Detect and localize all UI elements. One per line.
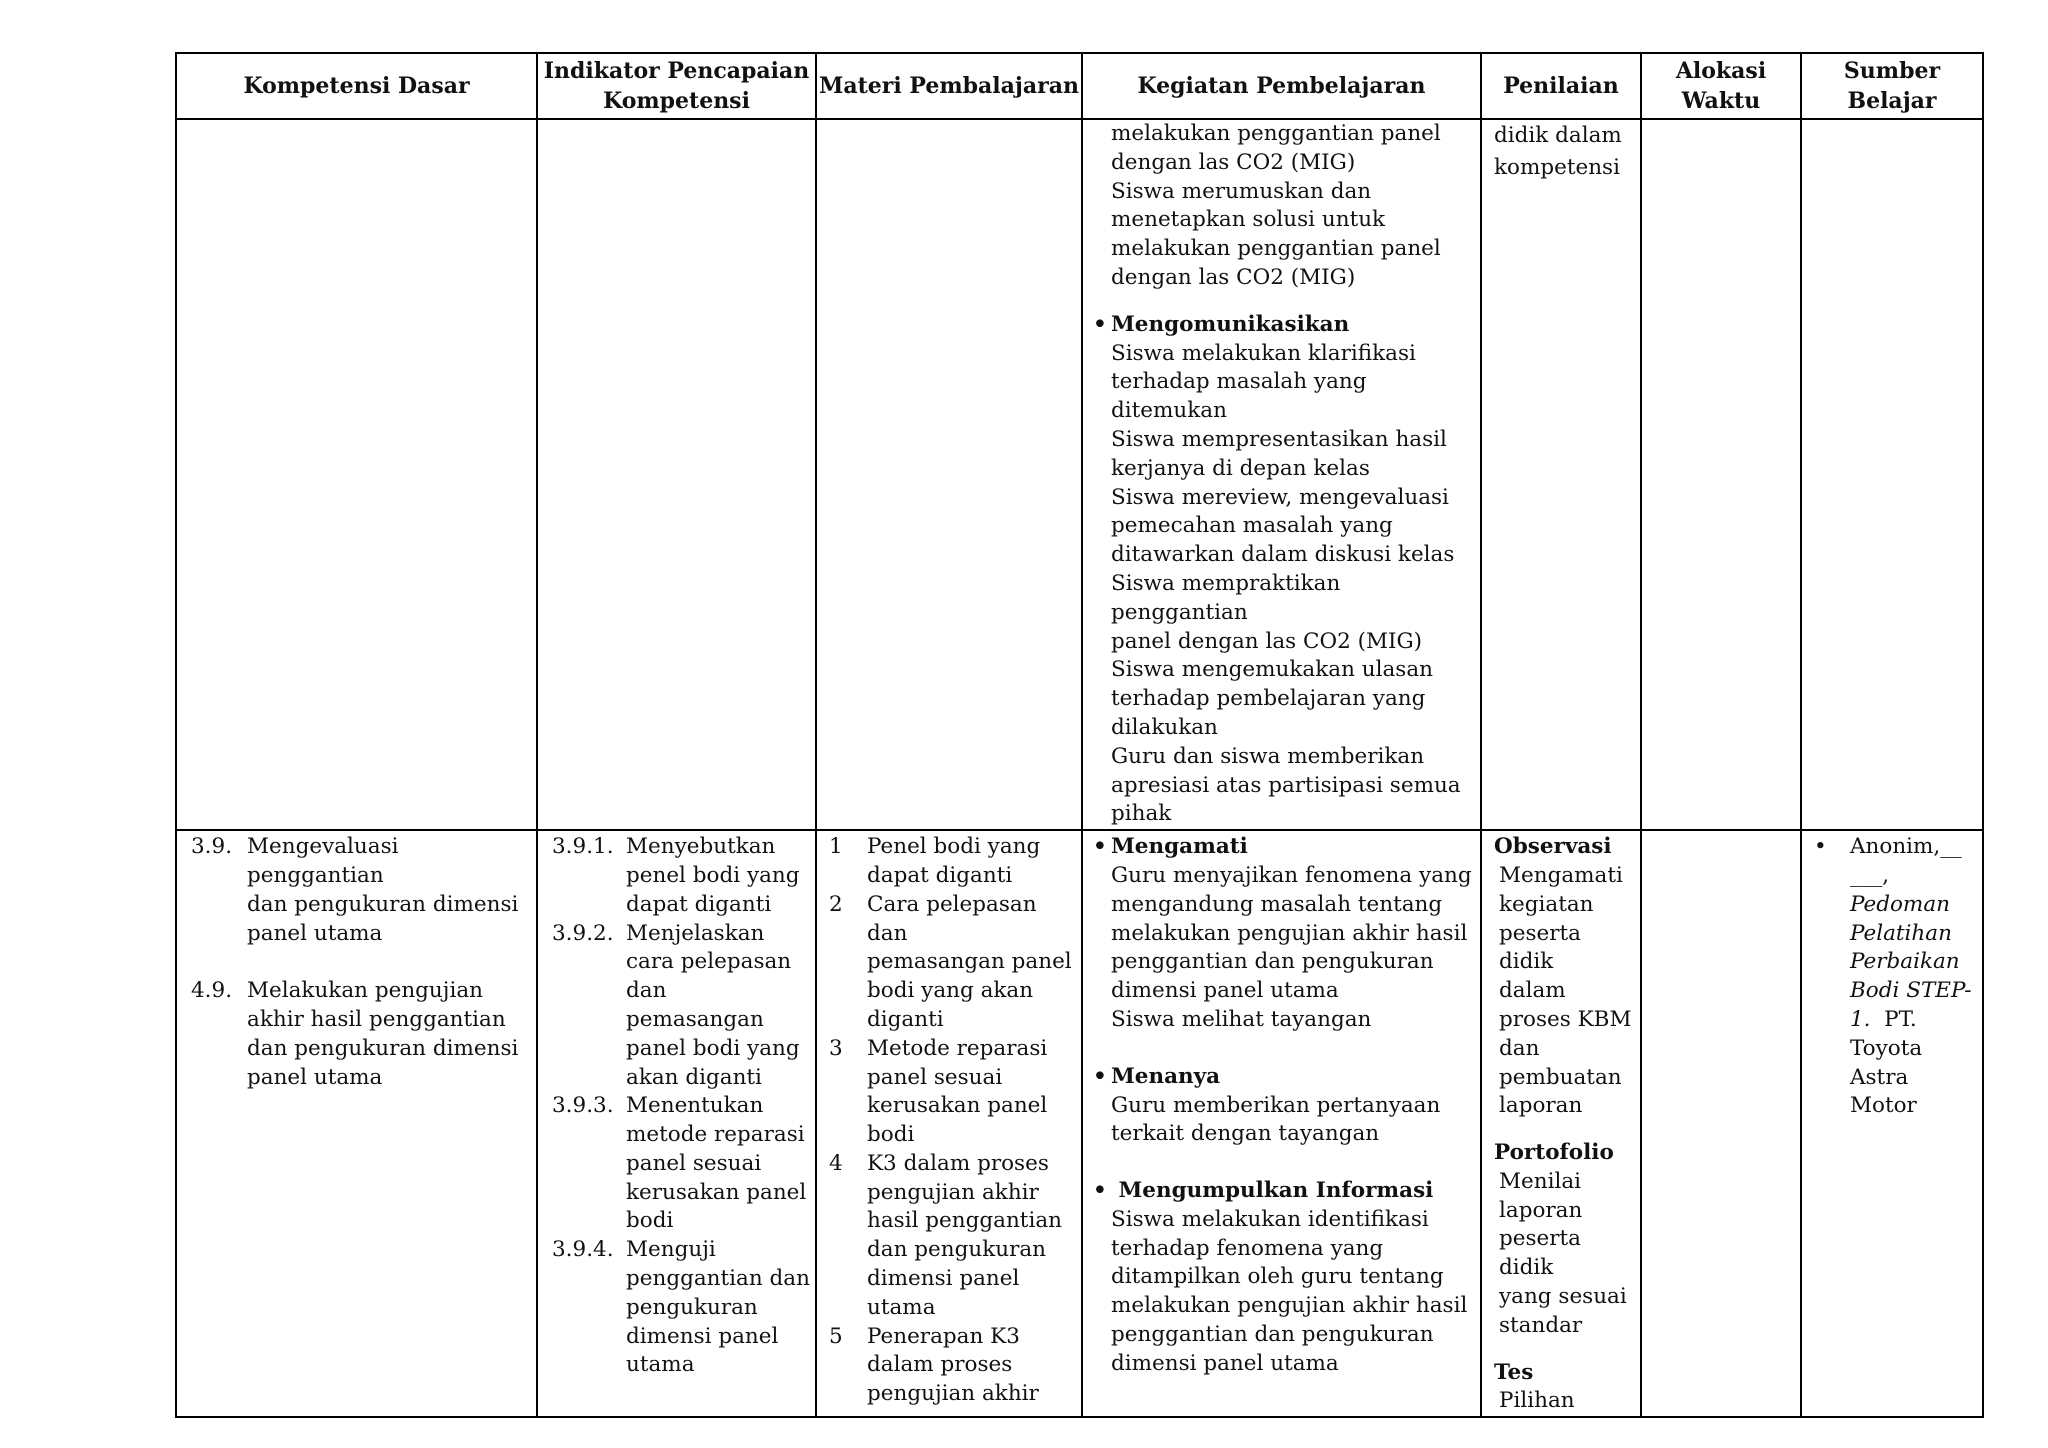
list-item <box>191 977 532 1092</box>
list-item-text: K3 dalam proses pengujian akhir hasil penggantian dan pengukuran dimensi panel utama <box>867 1150 1062 1320</box>
section-label: Mengamati <box>1111 834 1248 860</box>
text-line: yang sesuai <box>1499 1284 1627 1310</box>
text-line: ditemukan <box>1111 398 1227 424</box>
text-line: terhadap pembelajaran yang <box>1111 686 1426 712</box>
header-sumber-belajar: Sumber Belajar <box>1801 53 1983 119</box>
list-item <box>829 1150 1077 1323</box>
cell-materi-3-9 <box>816 830 1082 1417</box>
text-line: ditawarkan dalam diskusi kelas <box>1111 542 1455 568</box>
text-line: Motor <box>1850 1093 1917 1119</box>
text-line: Pelatihan <box>1850 920 1952 946</box>
list-item <box>552 833 811 919</box>
list-item-number: 4.9. <box>191 978 233 1004</box>
list-item-text: Penerapan K3 dalam proses pengujian akhir <box>867 1323 1039 1407</box>
text-line: Toyota <box>1850 1035 1923 1061</box>
text-line: Siswa merumuskan dan <box>1111 178 1372 204</box>
mengamati-lines <box>1093 862 1474 1035</box>
text-line: penggantian dan pengukuran <box>1111 1322 1434 1348</box>
kegiatan-lines-a <box>1093 120 1474 293</box>
sumber-line: Anonim,__ <box>1850 834 1962 860</box>
text-line: terkait dengan tayangan <box>1111 1121 1380 1147</box>
text-line: kegiatan <box>1499 891 1594 917</box>
bullet-icon: • <box>1093 311 1107 337</box>
text-line: Siswa melakukan klarifikasi <box>1111 340 1416 366</box>
text-line: terhadap masalah yang <box>1111 369 1367 395</box>
list-item-number: 2 <box>829 891 843 917</box>
text-line: dimensi panel utama <box>1111 1350 1339 1376</box>
list-item-text: Melakukan pengujian akhir hasil penggantian dan pengukuran dimensi panel utama <box>247 978 519 1090</box>
text-line: didik dalam <box>1494 123 1622 148</box>
text-line: Siswa mereview, mengevaluasi <box>1111 484 1449 510</box>
section-mengumpulkan-informasi <box>1093 1177 1474 1206</box>
text-line: dilakukan <box>1111 714 1218 740</box>
list-item-number: 4 <box>829 1150 843 1176</box>
text-line: laporan <box>1499 1093 1583 1119</box>
rpp-table-sheet <box>175 52 1982 1414</box>
cell-sumber-3-9 <box>1801 830 1983 1417</box>
kegiatan-lines-b <box>1093 340 1474 830</box>
text-line: terhadap fenomena yang <box>1111 1235 1384 1261</box>
observasi-lines <box>1494 862 1638 1121</box>
cell-alokasi-continued <box>1641 119 1801 830</box>
text-line: ditampilkan oleh guru tentang <box>1111 1264 1444 1290</box>
text-line: Siswa mempraktikan penggantian <box>1111 570 1341 625</box>
list-item-number: 3.9.4. <box>552 1237 614 1263</box>
text-line: Siswa melihat tayangan <box>1111 1006 1372 1032</box>
sumber-item <box>1814 833 1978 1121</box>
penilaian-portofolio-label: Portofolio <box>1494 1140 1614 1166</box>
header-materi: Materi Pembalajaran <box>816 53 1082 119</box>
text-line: pihak <box>1111 801 1172 827</box>
text-line: Siswa mempresentasikan hasil <box>1111 426 1447 452</box>
list-item-number: 3.9.1. <box>552 834 614 860</box>
text-line: melakukan penggantian panel <box>1111 236 1441 262</box>
cell-kd-continued <box>176 119 537 830</box>
sumber-title-num: 1. <box>1850 1006 1871 1032</box>
text-line: Guru menyajikan fenomena yang <box>1111 862 1472 888</box>
cell-kegiatan-continued <box>1082 119 1481 830</box>
header-penilaian: Penilaian <box>1481 53 1641 119</box>
text-line: pemecahan masalah yang <box>1111 513 1393 539</box>
sumber-line: ___, <box>1850 862 1890 888</box>
sumber-title-lines <box>1850 891 1972 1006</box>
cell-kd-3-9 <box>176 830 537 1417</box>
header-row <box>176 53 1983 119</box>
text-line: dimensi panel utama <box>1111 978 1339 1004</box>
cell-materi-continued <box>816 119 1082 830</box>
bullet-icon: • <box>1093 1063 1107 1089</box>
text-line: dengan las CO2 (MIG) <box>1111 264 1356 290</box>
text-line: dalam <box>1499 978 1566 1004</box>
text-line: Mengamati <box>1499 862 1623 888</box>
tes-lines <box>1494 1387 1638 1416</box>
bullet-icon: • <box>1814 834 1827 860</box>
list-item-number: 3.9. <box>191 834 233 860</box>
text-line: Pilihan <box>1499 1388 1575 1414</box>
text-line: Siswa mengemukakan ulasan <box>1111 657 1433 683</box>
text-line: kompetensi <box>1494 155 1620 180</box>
text-line: mengandung masalah tentang <box>1111 891 1443 917</box>
ipk-list <box>538 831 815 1380</box>
cell-ipk-continued <box>537 119 816 830</box>
penilaian-tes-label: Tes <box>1494 1359 1534 1385</box>
materi-list <box>817 831 1081 1409</box>
list-item-text: Cara pelepasan dan pemasangan panel bodi yang akan diganti <box>867 891 1072 1032</box>
text-line: peserta didik <box>1499 1226 1581 1281</box>
list-item-text: Menguji penggantian dan pengukuran dimensi panel utama <box>626 1237 810 1378</box>
list-item-text: Mengevaluasi penggantian dan pengukuran dimensi panel utama <box>247 834 519 946</box>
text-line: penggantian dan pengukuran <box>1111 949 1434 975</box>
penilaian-lines <box>1482 120 1640 184</box>
list-item-number: 3.9.2. <box>552 920 614 946</box>
header-alokasi-waktu: Alokasi Waktu <box>1641 53 1801 119</box>
cell-alokasi-3-9 <box>1641 830 1801 1417</box>
text-line: Siswa melakukan identifikasi <box>1111 1206 1429 1232</box>
mengumpulkan-lines <box>1093 1206 1474 1379</box>
list-item-number: 5 <box>829 1323 843 1349</box>
table-row <box>176 119 1983 830</box>
list-item-text: Menyebutkan penel bodi yang dapat diganti <box>626 834 800 917</box>
text-line: standar <box>1499 1312 1583 1338</box>
cell-sumber-continued <box>1801 119 1983 830</box>
menanya-lines <box>1093 1092 1474 1150</box>
section-label: Mengumpulkan Informasi <box>1111 1178 1434 1204</box>
list-item <box>552 1236 811 1380</box>
text-line: Guru memberikan pertanyaan <box>1111 1092 1441 1118</box>
text-line: Bodi STEP- <box>1850 978 1972 1004</box>
text-line: pembuatan <box>1499 1064 1622 1090</box>
cell-penilaian-3-9 <box>1481 830 1641 1417</box>
list-item <box>552 1092 811 1236</box>
header-kompetensi-dasar: Kompetensi Dasar <box>176 53 537 119</box>
list-item-text: Menentukan metode reparasi panel sesuai kerusakan panel bodi <box>626 1093 807 1234</box>
text-line: peserta didik <box>1499 920 1581 975</box>
rpp-table <box>175 52 1984 1418</box>
list-item-number: 3.9.3. <box>552 1093 614 1119</box>
list-item <box>829 891 1077 1035</box>
text-line: Astra <box>1850 1064 1909 1090</box>
portofolio-lines <box>1494 1168 1638 1341</box>
text-line: Guru dan siswa memberikan <box>1111 743 1425 769</box>
list-item-text: Menjelaskan cara pelepasan dan pemasangan panel bodi yang akan diganti <box>626 920 800 1090</box>
list-item <box>829 833 1077 891</box>
section-mengomunikasikan <box>1093 311 1474 340</box>
list-item <box>552 920 811 1093</box>
bullet-icon: • <box>1093 834 1107 860</box>
list-item-text: Metode reparasi panel sesuai kerusakan panel bodi <box>867 1035 1048 1148</box>
text-line: panel dengan las CO2 (MIG) <box>1111 628 1423 654</box>
header-indikator: Indikator Pencapaian Kompetensi <box>537 53 816 119</box>
kd-list <box>177 831 536 1092</box>
text-line: apresiasi atas partisipasi semua <box>1111 772 1461 798</box>
sumber-pt: PT. <box>1870 1006 1917 1032</box>
penilaian-observasi-label: Observasi <box>1494 834 1612 860</box>
header-kegiatan: Kegiatan Pembelajaran <box>1082 53 1481 119</box>
list-item <box>829 1323 1077 1409</box>
cell-kegiatan-3-9 <box>1082 830 1481 1417</box>
text-line: kerjanya di depan kelas <box>1111 455 1370 481</box>
text-line: Pedoman <box>1850 891 1950 917</box>
text-line: melakukan penggantian panel <box>1111 121 1441 146</box>
text-line: proses KBM <box>1499 1006 1632 1032</box>
text-line: Perbaikan <box>1850 949 1960 975</box>
text-line: laporan <box>1499 1197 1583 1223</box>
text-line: dan <box>1499 1035 1540 1061</box>
bullet-icon: • <box>1093 1178 1107 1204</box>
list-item-number: 3 <box>829 1035 843 1061</box>
text-line: melakukan pengujian akhir hasil <box>1111 920 1468 946</box>
text-line: dengan las CO2 (MIG) <box>1111 149 1356 175</box>
section-label: Menanya <box>1111 1063 1221 1089</box>
cell-ipk-3-9 <box>537 830 816 1417</box>
cell-penilaian-continued <box>1481 119 1641 830</box>
list-item-text: Penel bodi yang dapat diganti <box>867 834 1041 888</box>
list-item <box>829 1035 1077 1150</box>
table-row <box>176 830 1983 1417</box>
sumber-publisher-lines <box>1850 1035 1972 1121</box>
section-menanya <box>1093 1063 1474 1092</box>
text-line: Menilai <box>1499 1168 1582 1194</box>
text-line: menetapkan solusi untuk <box>1111 207 1386 233</box>
list-item <box>191 833 532 948</box>
text-line: melakukan pengujian akhir hasil <box>1111 1293 1468 1319</box>
section-label: Mengomunikasikan <box>1111 311 1350 337</box>
list-item-number: 1 <box>829 834 843 860</box>
section-mengamati <box>1093 833 1474 862</box>
